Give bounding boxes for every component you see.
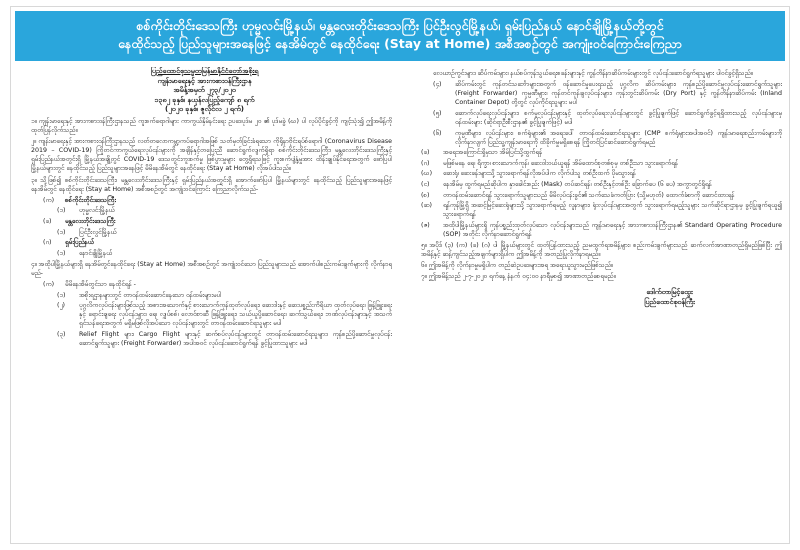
region-list: [17, 196, 392, 258]
exemption-marker: (၄): [433, 81, 442, 89]
region-item: [43, 238, 392, 247]
rule-item: [421, 159, 782, 168]
region-name: မန္တလေးတိုင်းဒေသကြီး: [65, 217, 116, 225]
exemption-text: ဆောက်လုပ်ရေးလုပ်ငန်းများ၊ စက်မှုလုပ်ငန်းများနှင့် ထုတ်လုပ်ရေးလုပ်ငန်းများတွင် ခွင့်ပြုချက်ဖြင့် ဆောင်ရွက်ခွင့်ရရှိထားသည့် လုပ်ငန်းများမှ ဝန်ထမ်းများ (ဆိုင်ရာဦးစီးဌာန၏ ခွင့်ပြုချက်ဖြင့်) မပါ: [455, 109, 782, 126]
rule-marker: (ခ): [421, 149, 430, 157]
exemption-item: [43, 301, 392, 328]
exemption-marker: (၆): [433, 129, 442, 137]
rule-text: ဆေးရုံ၊ ဆေးခန်းများသို့ သွားရောက်ရန်လိုအပ်ပါက လိုက်ပါသူ တစ်ဦးထက် ပိုမသွားရန်: [443, 170, 636, 178]
signer-name: ဒေါက်တာမြင့်ထွေး: [646, 288, 693, 297]
headline-line-2: နေထိုင်သည့် ပြည်သူများအနေဖြင့် နေအိမ်တွင် နေထိုင်ရေး (Stay at Home) အစီအစဉ်တွင် အကျုံးဝင်ကြောင်းကြေညာ: [118, 36, 682, 51]
region-marker: (ဂ): [43, 239, 52, 247]
rule-text: အရေးအကြောင်းရှိမှသာ အိမ်ပြင်သို့ထွက်ရန်: [443, 149, 543, 157]
region-item: [43, 217, 392, 226]
township-item: [43, 228, 392, 237]
clause-a: [17, 280, 392, 289]
rule-text: နေအိမ်မှ ထွက်ရမည်ဆိုပါက နှာခေါင်းစည်း (Mask) တပ်ဆင်ရန်၊ တစ်ဦးနှင့်တစ်ဦး ခြောက်ပေ (၆ ပေ) အကွာတွင်ရှိရန်: [443, 181, 712, 189]
signer-title: ပြည်ထောင်စုဝန်ကြီး: [644, 298, 695, 307]
rule-list: [407, 148, 782, 239]
exemption-marker: (၃): [57, 330, 66, 338]
rule-marker: (စ): [421, 191, 430, 199]
rule-marker: (ဆ): [421, 202, 433, 210]
rule-item: [421, 191, 782, 200]
rule-text: မဖြစ်မနေ ရေ၊ ရိက္ခာ၊ စားသောက်ကုန်၊ ဆေးဝါးဝယ်ယူရန် အိမ်ထောင်စုတစ်စုမှ တစ်ဦးသာ သွားရောက်ရန်: [443, 159, 679, 167]
region-marker: (က): [43, 196, 55, 204]
township-name: ဟုမ္မလင်းမြို့နယ်: [79, 207, 115, 215]
township-marker: (၁): [57, 228, 66, 236]
signature-block: [407, 287, 782, 307]
paragraph-5: ၅။ အပိုဒ် (၃) (က) (ခ) (ဂ) ပါ မြို့နယ်များတွင် ထုတ်ပြန်ထားသည့် ညမထွက်ရအမိန့်များ၊ စည်းကမ်းချက်များသည် ဆက်လက်အာဏာတည်ရှိမည်ဖြစ်ပြီး ဤအမိန့်နှင့် ဆန့်ကျင်သည့်အချက်များရှိပါက ဤအမိန့်ကို အတည်ပြုလိုက်နာရမည်။: [421, 242, 782, 259]
exemption-list: [17, 291, 392, 349]
exemption-item: [43, 291, 392, 300]
headline-banner: [15, 11, 785, 61]
rule-text: အထိုပါမြို့နယ်များရှိ ကုန်ပစ္စည်းထုတ်လုပ်သော လုပ်ငန်းများသည် ကျန်းမာရေးနှင့် အားကစားဝန်ကြီးဌာန၏ Standard Operating Procedure (SOP) အတိုင်း လိုက်နာဆောင်ရွက်ရန်: [443, 221, 782, 238]
exemption-item: [433, 129, 782, 147]
ministry-name: ကျန်းမာရေးနှင့် အားကစားဝန်ကြီးဌာန: [157, 76, 252, 85]
rule-item: [421, 201, 782, 219]
region-item: [43, 196, 392, 205]
rule-marker: (င): [421, 181, 430, 189]
rule-marker: (ဂ): [421, 159, 430, 167]
exemption-marker: (၂): [57, 302, 66, 310]
exemption-marker: (၁): [57, 291, 66, 299]
exemption-text: အစိုးရဌာနများတွင် တာဝန်ထမ်းဆောင်နေသော ဝန်ထမ်းများမပါ: [79, 291, 222, 299]
township-item: [43, 206, 392, 215]
left-column: [17, 67, 392, 539]
rule-marker: (ဇ): [421, 221, 430, 229]
notice-header: [17, 67, 392, 115]
region-marker: (ခ): [43, 217, 52, 225]
region-name: ရှမ်းပြည်နယ်: [65, 239, 94, 247]
exemption-item: [433, 109, 782, 127]
township-name: ပြင်ဦးလွင်မြို့နယ်: [79, 228, 117, 236]
exemption-list-continued: [407, 80, 782, 147]
township-marker: (၁): [57, 249, 66, 257]
exemption-marker: (၅): [433, 109, 442, 117]
paragraph-1: ၁။ ကျန်းမာရေးနှင့် အားကစားဝန်ကြီးဌာနသည် ကူးစက်ရောဂါများ ကာကွယ်နှိမ်နင်းရေး ဥပဒေပုဒ်မ ၂၀ ၏ ပုဒ်မခွဲ (ဃ) ပါ လုပ်ပိုင်ခွင့်ကို ကျင့်သုံး၍ ဤအမိန့်ကို ထုတ်ပြန်လိုက်သည်။: [31, 117, 392, 135]
rule-item: [421, 148, 782, 157]
rule-item: [421, 221, 782, 239]
rule-item: [421, 169, 782, 178]
rule-text: တာဝန်ထမ်းဆောင်ရန် သွားရောက်သူများသည် မိမိလုပ်ငန်းခွင်၏ သက်သေခံကတ်ပြား (သို့မဟုတ်) ထောက်ခံစာကို ဆောင်ထားရန်: [443, 191, 735, 199]
region-name: စစ်ကိုင်းတိုင်းဒေသကြီး: [65, 196, 116, 204]
notice-date: (၂၀၂၀ ခုနှစ်၊ ဇူလိုင်လ ၂ ရက်): [165, 105, 244, 114]
paragraph-6: ၆။ ဤအမိန့်ကို လိုက်နာမှုမရှိပါက တည်ဆဲဥပဒေများအရ အရေးယူသွားမည်ဖြစ်သည်။: [421, 262, 613, 270]
notice-date-myanmar: ၁၃၈၂ ခုနှစ်၊ နယုန်လပြည့်ကျော် ၈ ရက်: [154, 95, 255, 104]
continued-text: လေယာဉ်ကွင်းများ၊ ဆိပ်ကမ်းများ၊ နယ်စပ်ကုန်သွယ်ရေးစခန်းများနှင့် ကွန်တိန်နာဆိပ်ကမ်းများတွင် လုပ်ငန်းဆောင်ရွက်ရသူများ ပါဝင်ခွင့်ရှိသည်။: [433, 70, 753, 77]
right-column: [407, 67, 782, 539]
paragraph-3: ၃။ သို့ဖြစ်၍ စစ်ကိုင်းတိုင်းဒေသကြီး၊ မန္တလေးတိုင်းဒေသကြီးနှင့် ရှမ်းပြည်နယ်အတွင်းရှိ အောက်ဖော်ပြပါ မြို့နယ်များတွင် နေထိုင်သည့် ပြည်သူများအနေဖြင့် နေအိမ်တွင် နေထိုင်ရေး (Stay at Home) အစီအစဉ်တွင် အကျုံးဝင်ကြောင်း ကြေညာလိုက်သည်-: [31, 176, 392, 193]
government-name: ပြည်ထောင်စုသမ္မတမြန်မာနိုင်ငံတော်အစိုးရ: [150, 67, 259, 75]
notice-number: အမိန့်အမှတ် ၂၇၃/၂၀၂၀: [173, 86, 236, 95]
exemption-text: ကုမ္ပဏီများ၊ လုပ်ငန်းများ၊ စက်ရုံများ၏ အရေးပေါ် တာဝန်ထမ်းဆောင်ရသူများ (CMP စက်ရုံများအပါအဝင်) ကျန်းမာရေးစည်းကမ်းများကို လိုက်နာလျက် ပြည်သူ့ကျန်းမာရေးကို ထိခိုက်မှုမရှိစေရန် ကြိုတင်ပြင်ဆင်ဆောင်ရွက်ရမည်: [455, 129, 782, 146]
exemption-text: Relief Flight များ၊ Cargo Flight များနှင့် ဆက်စပ်လုပ်ငန်းများတွင် တာဝန်ထမ်းဆောင်ရသူများ၊ ကုန်စည်ပို့ဆောင်မှုလုပ်ငန်းဆောင်ရွက်သူများ (Freight Forwarder) အပါအဝင် လုပ်ငန်းဆောင်ရွက်ရန် ခွင့်ပြုထားသူများ မပါ: [79, 330, 392, 348]
rule-marker: (ဃ): [421, 170, 433, 178]
exemption-item: [433, 80, 782, 107]
rule-item: [421, 180, 782, 189]
paragraph-2: ၂။ ကျန်းမာရေးနှင့် အားကစားဝန်ကြီးဌာနသည် လတ်တလောကမ္ဘာ့ကပ်ရောဂါအဖြစ် သတ်မှတ်ခြင်းခံရသော ကိုရိုနာဗိုင်းရပ်စ်ရောဂါ (Coronavirus Disease 2019 – COVID-19) ကြိုတင်ကာကွယ်ရေးလုပ်ငန်းများကို အချိန်နှင့်တပြေးညီ ဆောင်ရွက်လျက်ရှိရာ စစ်ကိုင်းတိုင်းဒေသကြီး၊ မန္တလေးတိုင်းဒေသကြီးနှင့် ရှမ်းပြည်နယ်အတွင်းရှိ မြို့နယ်အချို့တွင် COVID-19 ဒေသတွင်းကူးစက်မှု ဖြစ်ပွားမှုများ တွေ့ရှိရသဖြင့် ကူးစက်ပျံ့နှံ့မှုအား ထိန်းချုပ်နိုင်ရေးအတွက် ဖော်ပြပါ မြို့နယ်များတွင် နေထိုင်သည့် ပြည်သူများအနေဖြင့် မိမိနေအိမ်တွင် နေထိုင်ရေး (Stay at Home) လိုအပ်ပါသည်။: [31, 138, 392, 173]
clause-text: မိမိနေအိမ်တွင်သာ နေထိုင်ရန် -: [65, 280, 136, 288]
paragraph-4: ၄။ အထိုပါမြို့နယ်များရှိ နေအိမ်တွင်နေထိုင်ရေး (Stay at Home) အစီအစဉ်တွင် အကျုံးဝင်သော ပြည်သူများသည် အောက်ပါစည်းကမ်းချက်များကို လိုက်နာရမည်-: [31, 260, 392, 277]
township-item: [43, 249, 392, 258]
township-name: နောင်ချိုမြို့နယ်: [79, 249, 113, 257]
notice-page: [10, 6, 790, 544]
exemption-text: ပုဂ္ဂလိကလုပ်ငန်းများဖြစ်သည့် အစားအသောက်နှင့် စားသောက်ကုန်ထုတ်လုပ်ရေး၊ ဆေးဝါးနှင့် ဆေးပစ္စည်းကိရိယာ ထုတ်လုပ်ရေး၊ ဖြန့်ဖြူးရေးနှင့် ရောင်းချရေး လုပ်ငန်းများ၊ ရေ၊ လျှပ်စစ်၊ လောင်စာဆီ ဖြန့်ဖြူးရေး၊ သယ်ယူပို့ဆောင်ရေး၊ ဆက်သွယ်ရေး၊ ဘဏ်လုပ်ငန်းများနှင့် အသက်ရှင်သန်ရေးအတွက် မရှိမဖြစ်လိုအပ်သော လုပ်ငန်းများတွင် တာဝန်ထမ်းဆောင်ရသူများ မပါ: [79, 302, 392, 328]
exemption-text: ဆိပ်ကမ်းတွင် ကုန်တင်သင်္ဘောများအတွက် ဝန်ဆောင်မှုပေးရသည့် ပုဂ္ဂလိက ဆိပ်ကမ်းများ၊ ကုန်စည်ပို့ဆောင်မှုလုပ်ငန်းဆောင်ရွက်သူများ (Freight Forwarder) ကုမ္ပဏီများ၊ ကုန်တင်ကုန်ချလုပ်ငန်းများ၊ ကုန်းတွင်းဆိပ်ကမ်း (Dry Port) နှင့် ကွန်တိန်နာဆိပ်ကမ်း (Inland Container Depot) တို့တွင် လုပ်ကိုင်ရသူများ မပါ: [455, 81, 782, 107]
rule-text: ရန်ကုန်မြို့ရှိ အဆင့်မြင့်ဆေးရုံများသို့ သွားရောက်ရမည့် လူနာများ၊ ရုံးလုပ်ငန်းများအတွက် သွားရောက်ရမည့်သူများ သက်ဆိုင်ရာဌာနမှ ခွင့်ပြုချက်ရယူ၍ သွားရောက်ရန်: [443, 202, 782, 219]
township-marker: (၁): [57, 207, 66, 215]
clause-marker: (က): [43, 280, 55, 288]
headline-line-1: စစ်ကိုင်းတိုင်းဒေသကြီး ဟုမ္မလင်းမြို့နယ်၊ မန္တလေးတိုင်းဒေသကြီး ပြင်ဦးလွင်မြို့နယ်၊ ရှမ်းပြည်နယ် နောင်ချိုမြို့နယ်တို့တွင်: [136, 18, 664, 33]
paragraph-7: ၇။ ဤအမိန့်သည် ၂-၇-၂၀၂၀ ရက်နေ့ နံနက် ၀၄:၀၀ နာရီမှစ၍ အာဏာတည်စေရမည်။: [421, 273, 616, 281]
exemption-item: [43, 330, 392, 348]
